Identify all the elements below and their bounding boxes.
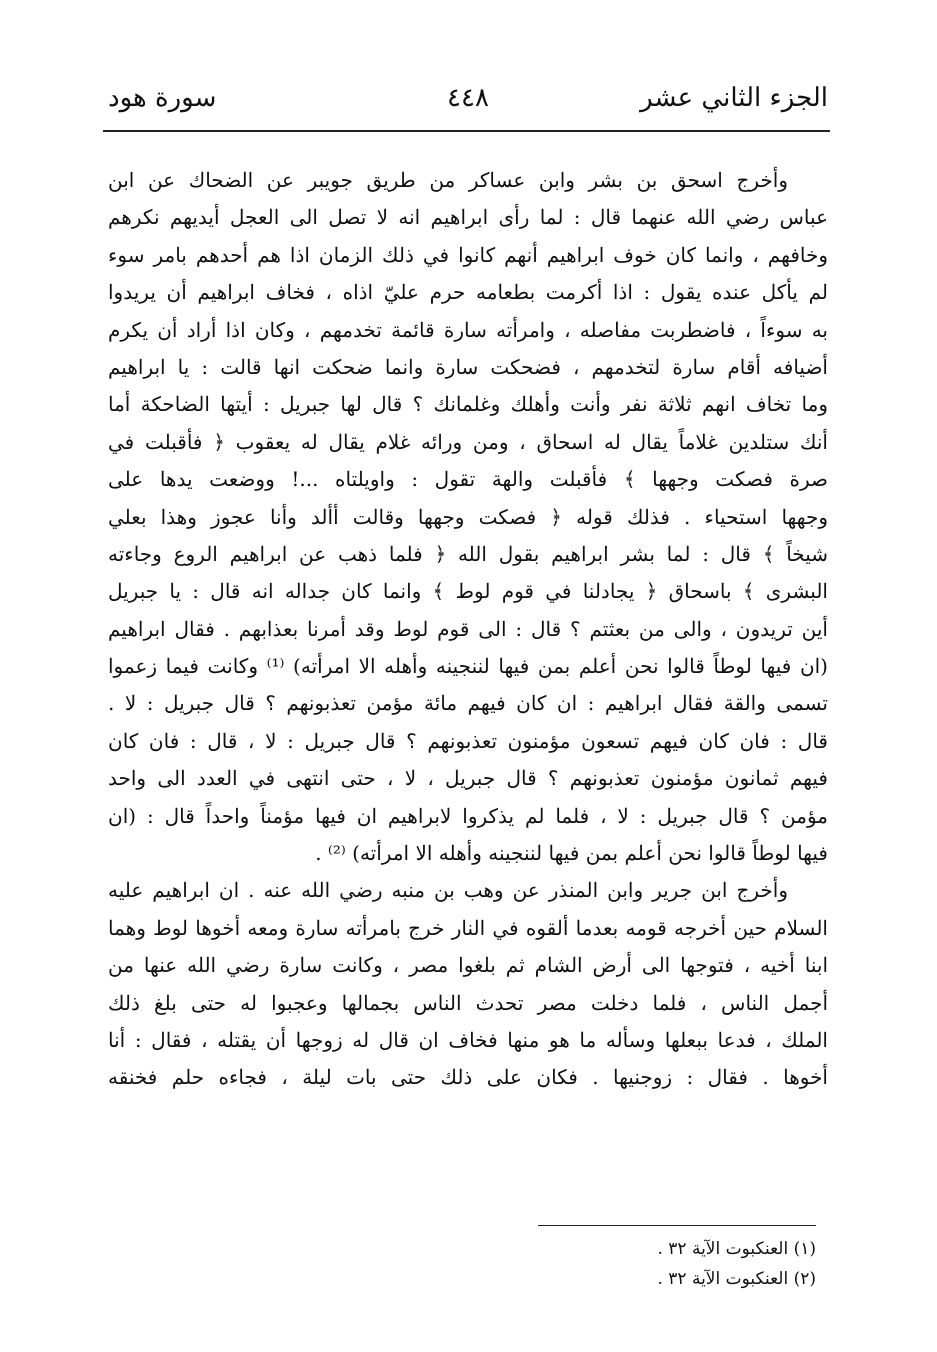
text-line: به سوءاً ، فاضطربت مفاصله ، وامرأته سارة قائمة تخدمهم ، وكان اذا أراد أن يكرم <box>108 317 828 342</box>
page-number: ٤٤٨ <box>447 83 489 113</box>
text-line: أين تريدون ، والى من بعثتم ؟ قال : الى قوم لوط وقد أمرنا بعذابهم . فقال ابراهيم <box>108 616 828 641</box>
surah-title: سورة هود <box>108 83 217 113</box>
footnote: (١) العنكبوت الآية ٣٢ . <box>657 1239 816 1259</box>
text-line: أخوها . فقال : زوجنيها . فكان على ذلك حتى بات ليلة ، فجاءه حلم فخنقه <box>108 1065 828 1090</box>
text-line: أضيافه أقام سارة لتخدمهم ، فضحكت سارة وانما ضحكت انها قالت : يا ابراهيم <box>108 354 828 379</box>
text-line: شيخاً ﴾ قال : لما بشر ابراهيم بقول الله ﴿ فلما ذهب عن ابراهيم الروع وجاءته <box>108 541 828 566</box>
text-line: عباس رضي الله عنهما قال : لما رأى ابراهيم انه لا تصل الى العجل أيديهم نكرهم <box>108 205 828 230</box>
text-line: (ان فيها لوطاً قالوا نحن أعلم بمن فيها لننجينه وأهله الا امرأته) ⁽¹⁾ وكانت فيما زعموا <box>108 654 828 679</box>
text-line: السلام حين أخرجه قومه بعدما ألقوه في النار خرج بامرأته سارة ومعه أخوها لوط وهما <box>108 915 828 940</box>
text-line: تسمى والقة فقال ابراهيم : ان كان فيهم مائة مؤمن تعذبونهم ؟ قال جبريل : لا . <box>108 691 828 716</box>
text-line: قال : فان كان فيهم تسعون مؤمنون تعذبونهم ؟ قال جبريل : لا ، قال : فان كان <box>108 728 828 753</box>
text-line: فيهم ثمانون مؤمنون تعذبونهم ؟ قال جبريل ، لا ، حتى انتهى في العدد الى واحد <box>108 766 828 791</box>
main-text <box>108 162 828 1097</box>
text-line: البشرى ﴾ باسحاق ﴿ يجادلنا في قوم لوط ﴾ وانما كان جداله انه قال : يا جبريل <box>108 579 828 604</box>
footnote: (٢) العنكبوت الآية ٣٢ . <box>657 1269 816 1289</box>
text-line: مؤمن ؟ قال جبريل : لا ، فلما لم يذكروا لابراهيم ان فيها مؤمناً واحداً قال : (ان <box>108 803 828 828</box>
part-title: الجزء الثاني عشر <box>640 83 828 113</box>
text-line: وأخرج ابن جرير وابن المنذر عن وهب بن منبه رضي الله عنه . ان ابراهيم عليه <box>108 878 788 903</box>
text-line: وجهها استحياء . فذلك قوله ﴿ فصكت وجهها وقالت أألد وأنا عجوز وهذا بعلي <box>108 504 828 529</box>
text-line: أجمل الناس ، فلما دخلت مصر تحدث الناس بجمالها وعجبوا له حتى بلغ ذلك <box>108 990 828 1015</box>
text-line: وما تخاف انهم ثلاثة نفر وأنت وأهلك وغلمانك ؟ قال لها جبريل : أيتها الضاحكة أما <box>108 392 828 417</box>
text-line: الملك ، فدعا ببعلها وسأله ما هو منها فخاف ان قال له زوجها أن يقتله ، فقال : أنا <box>108 1027 828 1052</box>
text-line: صرة فصكت وجهها ﴾ فأقبلت والهة تقول : واويلتاه ...! ووضعت يدها على <box>108 467 828 492</box>
text-line: أنك ستلدين غلاماً يقال له اسحاق ، ومن ورائه غلام يقال له يعقوب ﴿ فأقبلت في <box>108 429 828 454</box>
text-line: وخافهم ، وانما كان خوف ابراهيم أنهم كانوا في ذلك الزمان اذا هم أحدهم بامر سوء <box>108 242 828 267</box>
footnote-divider <box>538 1225 816 1226</box>
header-divider <box>103 130 830 132</box>
text-line: ابنا أخيه ، فتوجها الى أرض الشام ثم بلغوا مصر ، وكانت سارة رضي الله عنها من <box>108 953 828 978</box>
page-header <box>108 78 828 126</box>
footnotes <box>416 1234 816 1294</box>
text-line: لم يأكل عنده يقول : اذا أكرمت بطعامه حرم عليّ اذاه ، فخاف ابراهيم أن يريدوا <box>108 280 828 305</box>
text-line: وأخرج اسحق بن بشر وابن عساكر من طريق جويبر عن الضحاك عن ابن <box>108 168 788 192</box>
text-line: فيها لوطاً قالوا نحن أعلم بمن فيها لننجينه وأهله الا امرأته) ⁽²⁾ . <box>315 841 828 866</box>
